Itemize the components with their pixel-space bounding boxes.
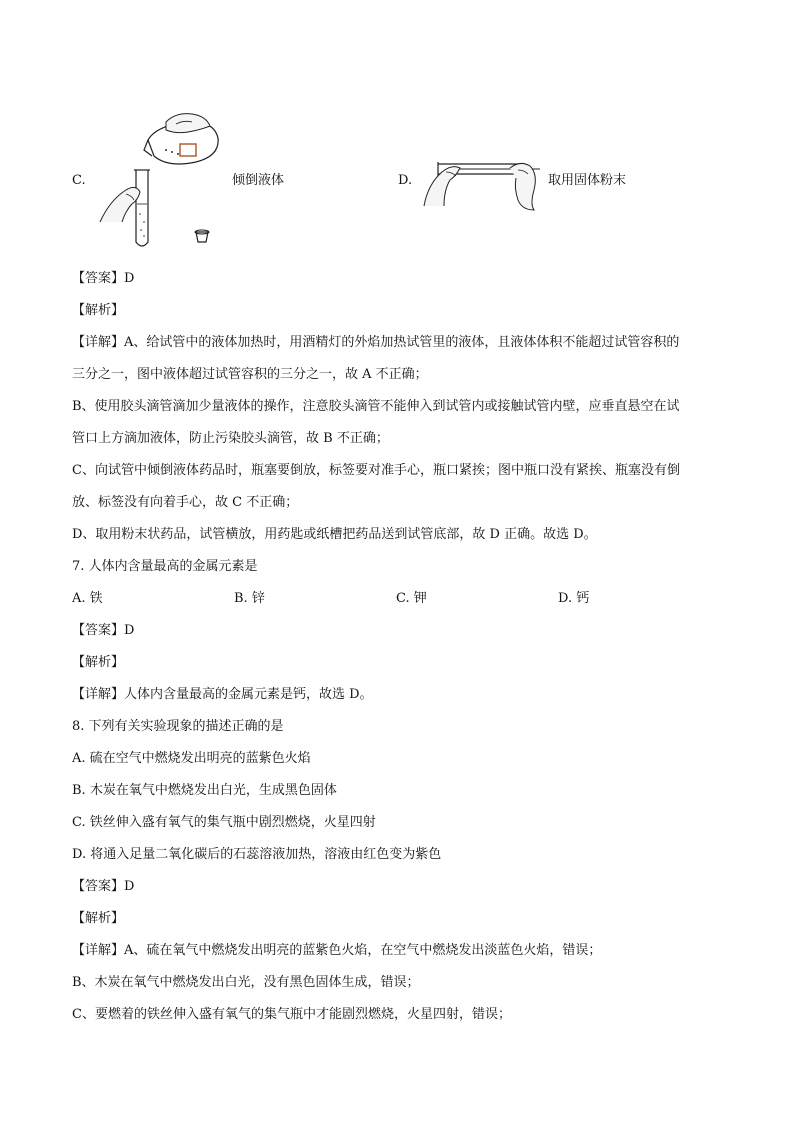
q6-analysis-label: 【解析】: [72, 303, 125, 318]
q8-option-b: B. 木炭在氧气中燃烧发出白光，生成黑色固体: [72, 783, 337, 798]
pouring-liquid-illustration: [96, 104, 226, 252]
q8-detail-line-3: C、要燃着的铁丝伸入盛有氧气的集气瓶中才能剧烈燃烧，火星四射，错误；: [72, 1007, 511, 1022]
q6-detail-line-7: D、取用粉末状药品，试管横放，用药匙或纸槽把药品送到试管底部，故 D 正确。故选 D。: [72, 527, 597, 542]
q7-option-c: C. 钾: [396, 591, 427, 606]
q7-stem: 7. 人体内含量最高的金属元素是: [72, 559, 258, 574]
q8-analysis-label: 【解析】: [72, 911, 125, 926]
q6-detail-line-3: B、使用胶头滴管滴加少量液体的操作，注意胶头滴管不能伸入到试管内或接触试管内壁，应垂直悬空在试: [72, 399, 680, 414]
q7-option-a: A. 铁: [72, 591, 103, 606]
q8-option-d: D. 将通入足量二氧化碳后的石蕊溶液加热，溶液由红色变为紫色: [72, 847, 442, 862]
q7-option-d: D. 钙: [558, 591, 590, 606]
q8-option-c: C. 铁丝伸入盛有氧气的集气瓶中剧烈燃烧，火星四射: [72, 815, 376, 830]
q8-option-a: A. 硫在空气中燃烧发出明亮的蓝紫色火焰: [72, 751, 311, 766]
q7-analysis-label: 【解析】: [72, 655, 125, 670]
option-d-caption: 取用固体粉末: [548, 173, 627, 188]
q6-detail-line-1: 【详解】A、给试管中的液体加热时，用酒精灯的外焰加热试管里的液体，且液体体积不能超过试管容积的: [72, 335, 680, 350]
powder-sampling-illustration: [422, 150, 546, 214]
q7-answer: 【答案】D: [72, 623, 135, 638]
q6-answer: 【答案】D: [72, 271, 135, 286]
q7-detail: 【详解】人体内含量最高的金属元素是钙，故选 D。: [72, 687, 373, 702]
q6-detail-line-5: C、向试管中倾倒液体药品时，瓶塞要倒放，标签要对准手心，瓶口紧挨；图中瓶口没有紧挨、瓶塞没有倒: [72, 463, 680, 478]
option-c-letter: C.: [72, 173, 86, 188]
q8-detail-line-1: 【详解】A、硫在氧气中燃烧发出明亮的蓝紫色火焰，在空气中燃烧发出淡蓝色火焰，错误；: [72, 943, 602, 958]
q6-detail-line-2: 三分之一，图中液体超过试管容积的三分之一，故 A 不正确；: [72, 367, 428, 382]
q8-answer: 【答案】D: [72, 879, 135, 894]
option-d-letter: D.: [398, 173, 413, 188]
q7-option-b: B. 锌: [234, 591, 265, 606]
option-c-caption: 倾倒液体: [232, 173, 285, 188]
q6-detail-line-4: 管口上方滴加液体，防止污染胶头滴管，故 B 不正确；: [72, 431, 389, 446]
q8-detail-line-2: B、木炭在氧气中燃烧发出白光，没有黑色固体生成，错误；: [72, 975, 420, 990]
q8-stem: 8. 下列有关实验现象的描述正确的是: [72, 719, 284, 734]
q6-detail-line-6: 放、标签没有向着手心，故 C 不正确；: [72, 495, 299, 510]
